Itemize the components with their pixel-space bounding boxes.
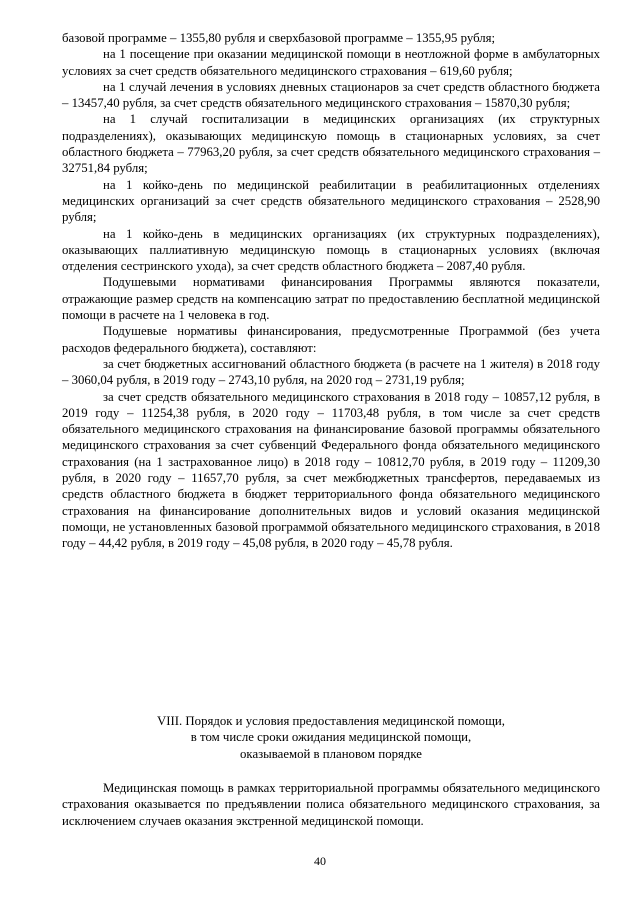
paragraph: базовой программе – 1355,80 рубля и сверхбазовой программе – 1355,95 рубля;: [62, 31, 496, 45]
closing-paragraph: Медицинская помощь в рамках территориальной программы обязательного медицинского страхования оказывается по предъявлении полиса обязательного медицинского страхования, за исключением случаев оказания экстренной медицинской помощи.: [62, 781, 600, 828]
document-body: [62, 30, 600, 552]
section-heading-line: в том числе сроки ожидания медицинской помощи,: [190, 730, 472, 745]
page-number: 40: [314, 854, 326, 868]
paragraph: Подушевые нормативы финансирования, предусмотренные Программой (без учета расходов федерального бюджета), составляют:: [62, 324, 600, 355]
closing-section: [62, 780, 600, 829]
section-heading-line: оказываемой в плановом порядке: [240, 746, 422, 761]
paragraph: за счет средств обязательного медицинского страхования в 2018 году – 10857,12 рубля, в 2019 году – 11254,38 рубля, в 2020 году – 11703,48 рубля, в том числе за счет средств обязательного медицинского страхования на финансирование базовой программы обязательного медицинского страхования за счет субвенций Федерального фонда обязательного медицинского страхования (на 1 застрахованное лицо) в 2018 году – 10812,70 рубля, в 2019 году – 11209,30 рубля, в 2020 году – 11657,70 рубля, за счет межбюджетных трансфертов, передаваемых из средств областного бюджета в бюджет территориального фонда обязательного медицинского страхования на финансирование дополнительных видов и условий оказания медицинской помощи, не установленных базовой программой обязательного медицинского страхования, в 2018 году – 44,42 рубля, в 2019 году – 45,08 рубля, в 2020 году – 45,78 рубля.: [62, 389, 600, 551]
section-heading-line: VIII. Порядок и условия предоставления медицинской помощи,: [157, 714, 505, 728]
paragraph: на 1 случай госпитализации в медицинских организациях (их структурных подразделениях), оказывающих медицинскую помощь в стационарных условиях, за счет областного бюджета – 77963,20 рубля, за счет средств обязательного медицинского страхования – 32751,84 рубля;: [62, 112, 600, 176]
paragraph: на 1 койко-день по медицинской реабилитации в реабилитационных отделениях медицинских организаций за счет средств обязательного медицинского страхования – 2528,90 рубля;: [62, 177, 600, 225]
paragraph: на 1 случай лечения в условиях дневных стационаров за счет средств областного бюджета – 13457,40 рубля, за счет средств обязательного медицинского страхования – 15870,30 рубля;: [62, 79, 600, 111]
section-heading: [62, 713, 600, 762]
paragraph: на 1 посещение при оказании медицинской помощи в неотложной форме в амбулаторных условиях за счет средств обязательного медицинского страхования – 619,60 рубля;: [62, 47, 600, 78]
paragraph: Подушевыми нормативами финансирования Программы являются показатели, отражающие размер средств на компенсацию затрат по предоставлению бесплатной медицинской помощи в расчете на 1 человека в год.: [62, 275, 600, 323]
paragraph: на 1 койко-день в медицинских организациях (их структурных подразделениях), оказывающих паллиативную медицинскую помощь в стационарных условиях (включая отделения сестринского ухода), за счет средств областного бюджета – 2087,40 рубля.: [62, 226, 600, 274]
paragraph: за счет бюджетных ассигнований областного бюджета (в расчете на 1 жителя) в 2018 году – 3060,04 рубля, в 2019 году – 2743,10 рубля, на 2020 год – 2731,19 рубля;: [62, 356, 600, 388]
